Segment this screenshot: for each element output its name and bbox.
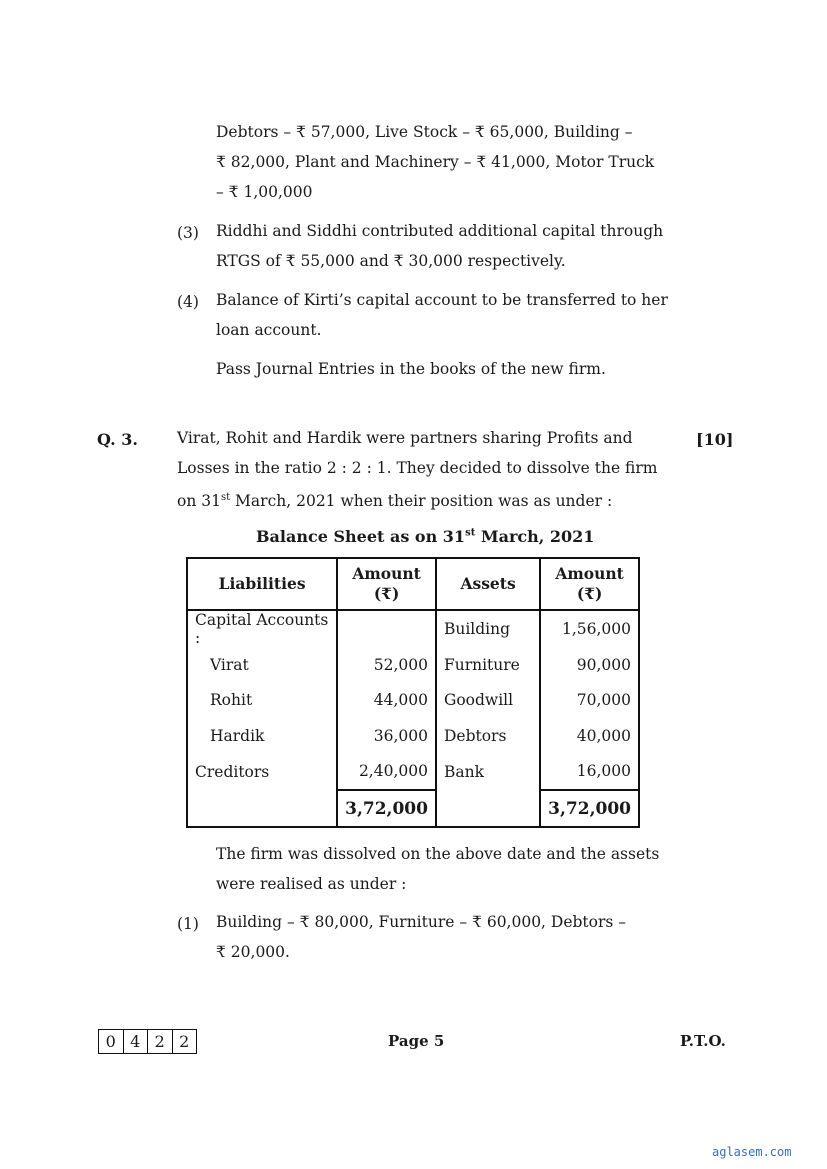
item-number: (1) [177, 915, 199, 933]
text-line: Debtors – ₹ 57,000, Live Stock – ₹ 65,000, Building – [216, 123, 633, 141]
question-text [177, 423, 658, 516]
title-part: Balance Sheet as on 31 [256, 527, 466, 546]
total-assets: 3,72,000 [540, 790, 639, 827]
after-table-text [216, 839, 659, 899]
balance-sheet-table [186, 557, 640, 828]
text-line: – ₹ 1,00,000 [216, 183, 313, 201]
paper-code-box [98, 1029, 197, 1054]
page-number: Page 5 [388, 1032, 445, 1050]
realisation-item-text [216, 907, 626, 967]
question-label: Q. 3. [97, 430, 138, 449]
text-line: Balance of Kirti’s capital account to be transferred to her [216, 291, 668, 309]
text-line: ₹ 82,000, Plant and Machinery – ₹ 41,000, Motor Truck [216, 153, 655, 171]
liability-amount-cell: 52,000 [337, 647, 436, 683]
table-row [187, 683, 639, 719]
title-part: March, 2021 [475, 527, 595, 546]
liability-cell: Hardik [187, 718, 337, 754]
asset-cell: Goodwill [436, 683, 540, 719]
asset-cell: Bank [436, 754, 540, 791]
table-row [187, 754, 639, 791]
superscript: st [220, 492, 231, 503]
item-number: (3) [177, 224, 199, 242]
header-amount [540, 558, 639, 610]
liability-amount-cell: 44,000 [337, 683, 436, 719]
text-line: loan account. [216, 321, 322, 339]
text-part: March, 2021 when their position was as under : [230, 492, 613, 511]
total-liabilities: 3,72,000 [337, 790, 436, 827]
liability-cell: Rohit [187, 683, 337, 719]
asset-cell: Building [436, 610, 540, 647]
liability-cell: Creditors [187, 754, 337, 791]
header-amount-unit: (₹) [576, 584, 603, 603]
prev-continuation [216, 117, 654, 207]
text-line [177, 483, 658, 516]
prev-instruction: Pass Journal Entries in the books of the new firm. [216, 360, 606, 378]
liability-amount-cell [337, 610, 436, 647]
asset-amount-cell: 1,56,000 [540, 610, 639, 647]
header-amount-label: Amount [555, 564, 624, 583]
code-digit: 2 [172, 1030, 197, 1053]
pto-label: P.T.O. [680, 1032, 726, 1050]
asset-amount-cell: 16,000 [540, 754, 639, 791]
table-row [187, 647, 639, 683]
text-line: The firm was dissolved on the above date and the assets [216, 845, 660, 863]
liability-amount-cell: 36,000 [337, 718, 436, 754]
liability-amount-cell: 2,40,000 [337, 754, 436, 791]
watermark: aglasem.com [712, 1145, 792, 1159]
asset-amount-cell: 40,000 [540, 718, 639, 754]
asset-cell: Furniture [436, 647, 540, 683]
text-line: were realised as under : [216, 875, 407, 893]
asset-amount-cell: 90,000 [540, 647, 639, 683]
asset-cell: Debtors [436, 718, 540, 754]
item-4-text [216, 285, 668, 345]
table-row [187, 610, 639, 647]
empty-cell [187, 790, 337, 827]
code-digit: 0 [105, 1032, 116, 1051]
header-amount-unit: (₹) [373, 584, 400, 603]
text-part: on 31 [177, 492, 221, 511]
table-header-row [187, 558, 639, 610]
asset-amount-cell: 70,000 [540, 683, 639, 719]
text-line: Building – ₹ 80,000, Furniture – ₹ 60,000, Debtors – [216, 913, 627, 931]
item-number: (4) [177, 293, 199, 311]
header-liabilities: Liabilities [187, 558, 337, 610]
text-line: Riddhi and Siddhi contributed additional capital through [216, 222, 664, 240]
text-line: Virat, Rohit and Hardik were partners sharing Profits and [177, 429, 633, 447]
liability-cell: Virat [187, 647, 337, 683]
code-digit: 4 [123, 1030, 148, 1053]
question-marks: [10] [696, 430, 734, 449]
header-assets: Assets [436, 558, 540, 610]
table-total-row [187, 790, 639, 827]
text-line: ₹ 20,000. [216, 943, 290, 961]
header-amount [337, 558, 436, 610]
liability-cell: Capital Accounts : [187, 610, 337, 647]
code-digit: 2 [147, 1030, 172, 1053]
table-row [187, 718, 639, 754]
header-amount-label: Amount [352, 564, 421, 583]
balance-sheet-title [256, 527, 594, 546]
text-line: RTGS of ₹ 55,000 and ₹ 30,000 respectively. [216, 252, 566, 270]
item-3-text [216, 216, 663, 276]
superscript: st [465, 527, 476, 539]
text-line: Losses in the ratio 2 : 2 : 1. They decided to dissolve the firm [177, 459, 658, 477]
empty-cell [436, 790, 540, 827]
